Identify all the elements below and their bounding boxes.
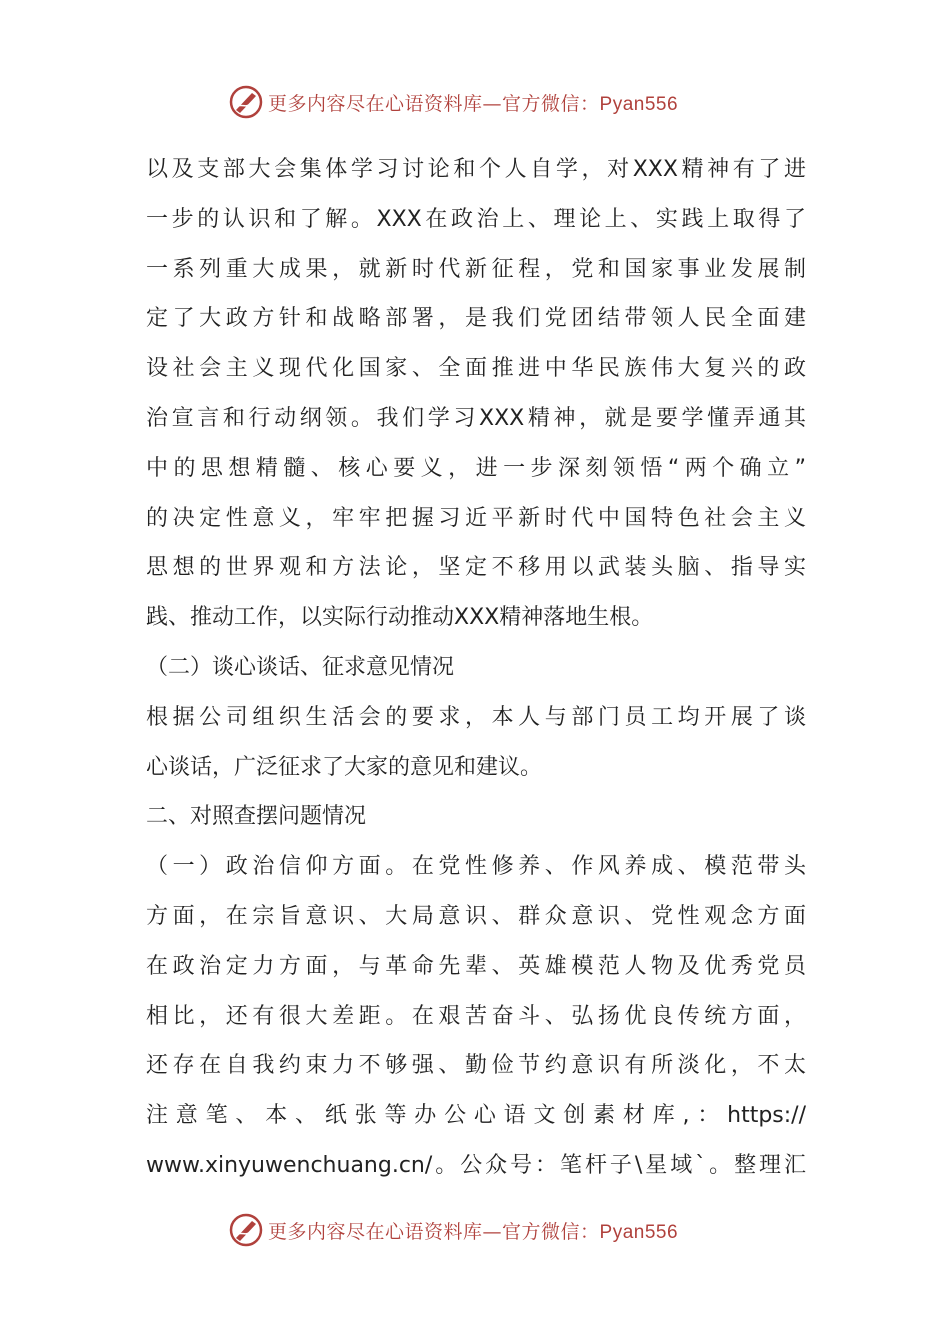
text-line: 在政治定力方面，与革命先辈、英雄模范人物及优秀党员 — [146, 953, 806, 979]
footer-banner — [228, 1210, 678, 1250]
text-line: 一步的认识和了解。XXX在政治上、理论上、实践上取得了 — [146, 206, 806, 232]
footer-wechat-handle: Pyan556 — [599, 1221, 679, 1243]
text-line-link: www.xinyuwenchuang.cn/。公众号：笔杆子\星域`。整理汇 — [146, 1152, 806, 1178]
text-line: 心谈话，广泛征求了大家的意见和建议。 — [146, 754, 543, 780]
header-banner — [228, 82, 678, 122]
text-line: 一系列重大成果，就新时代新征程，党和国家事业发展制 — [146, 256, 806, 282]
section-heading: 二、对照查摆问题情况 — [146, 804, 367, 830]
text-line-link: 注意笔、本、纸张等办公心语文创素材库,：https:// — [146, 1103, 806, 1129]
header-wechat-handle: Pyan556 — [599, 93, 679, 115]
text-line: 以及支部大会集体学习讨论和个人自学，对XXX精神有了进 — [146, 157, 806, 182]
text-line: 还存在自我约束力不够强、勤俭节约意识有所淡化，不太 — [146, 1053, 806, 1079]
footer-banner-text: 更多内容尽在心语资料库—官方微信：Pyan556 — [268, 1220, 679, 1243]
text-line: 根据公司组织生活会的要求，本人与部门员工均开展了谈 — [146, 704, 806, 730]
header-banner-text: 更多内容尽在心语资料库—官方微信：Pyan556 — [268, 92, 679, 115]
text-line: 定了大政方针和战略部署，是我们党团结带领人民全面建 — [146, 306, 806, 332]
text-line: 中的思想精髓、核心要义，进一步深刻领悟“两个确立” — [146, 455, 806, 481]
text-line: （一）政治信仰方面。在党性修养、作风养成、模范带头 — [146, 854, 806, 880]
section-heading: （二）谈心谈话、征求意见情况 — [146, 654, 455, 680]
text-line: 践、推动工作，以实际行动推动XXX精神落地生根。 — [146, 605, 654, 631]
text-line: 设社会主义现代化国家、全面推进中华民族伟大复兴的政 — [146, 356, 806, 382]
text-line: 相比，还有很大差距。在艰苦奋斗、弘扬优良传统方面， — [146, 1003, 806, 1029]
text-line: 治宣言和行动纲领。我们学习XXX精神，就是要学懂弄通其 — [146, 405, 806, 431]
text-line: 的决定性意义，牢牢把握习近平新时代中国特色社会主义 — [146, 505, 806, 531]
pen-logo-icon — [228, 84, 264, 120]
text-line: 思想的世界观和方法论，坚定不移用以武装头脑、指导实 — [146, 555, 806, 581]
document-body — [146, 145, 806, 1191]
text-line: 方面，在宗旨意识、大局意识、群众意识、党性观念方面 — [146, 903, 806, 929]
pen-logo-icon — [228, 1212, 264, 1248]
